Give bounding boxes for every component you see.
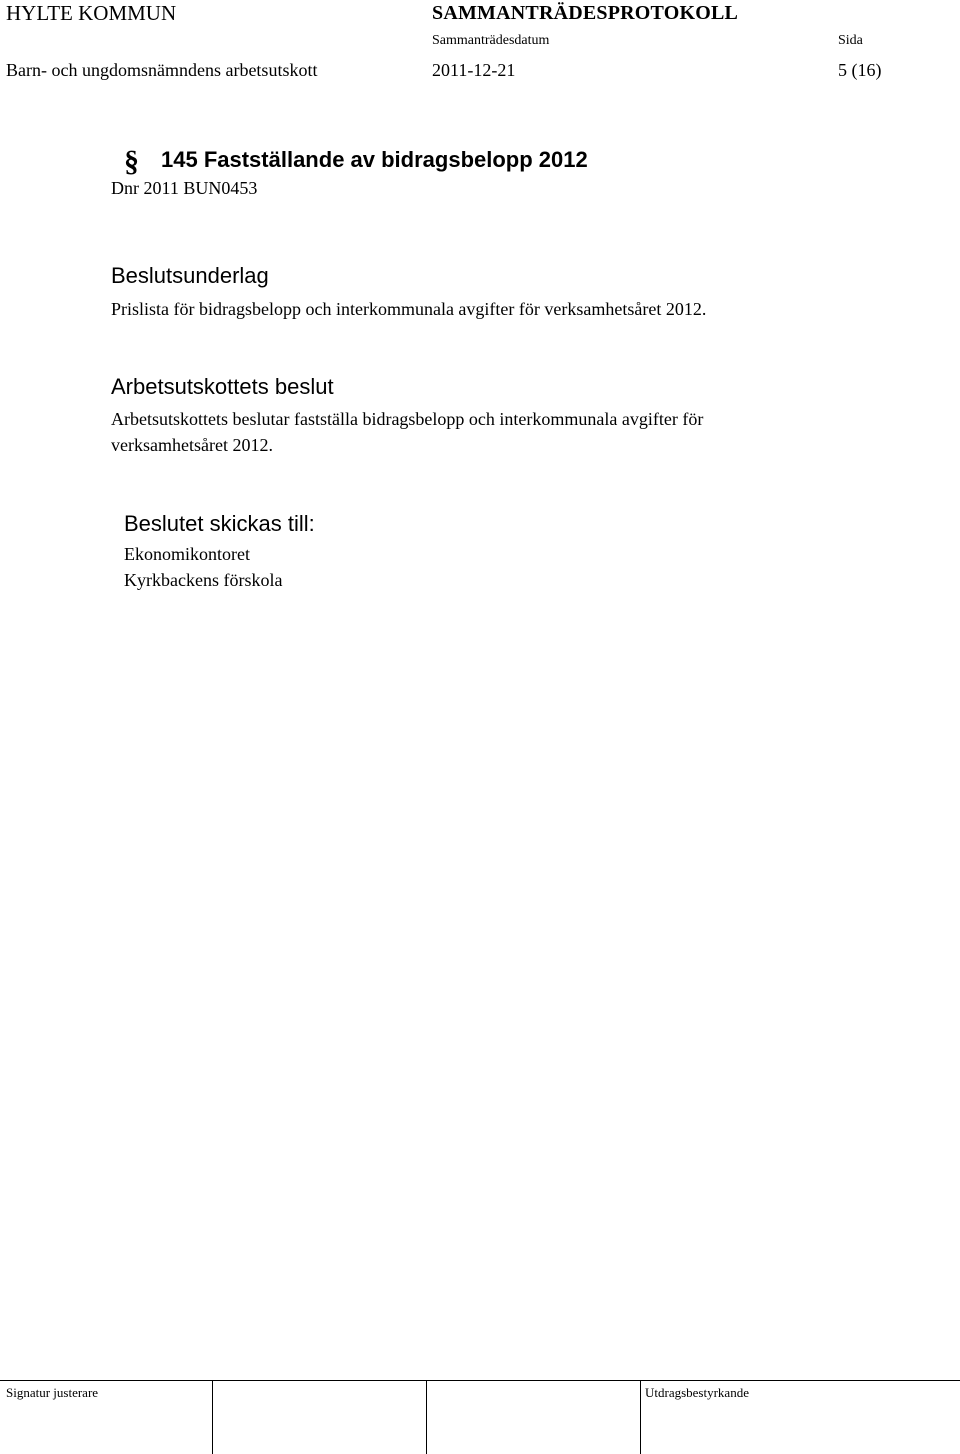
page-label: Sida bbox=[838, 33, 863, 48]
signature-label: Signatur justerare bbox=[6, 1385, 99, 1400]
recipient-item: Ekonomikontoret bbox=[124, 544, 250, 564]
distribution-heading: Beslutet skickas till: bbox=[124, 511, 315, 536]
section-sign-icon: § bbox=[124, 145, 139, 178]
paragraph-title: 145 Fastställande av bidragsbelopp 2012 bbox=[161, 147, 588, 172]
document-type: SAMMANTRÄDESPROTOKOLL bbox=[432, 2, 739, 24]
footer-column-divider bbox=[212, 1380, 213, 1454]
recipient-item: Kyrkbackens förskola bbox=[124, 570, 283, 590]
basis-text: Prislista för bidragsbelopp och interkommunala avgifter för verksamhetsåret 2012. bbox=[111, 299, 707, 319]
page-number: 5 (16) bbox=[838, 60, 882, 80]
committee-name: Barn- och ungdomsnämndens arbetsutskott bbox=[6, 60, 318, 80]
meeting-date-label: Sammanträdesdatum bbox=[432, 33, 550, 48]
footer-column-divider bbox=[640, 1380, 641, 1454]
decision-text-line: verksamhetsåret 2012. bbox=[111, 435, 273, 455]
decision-text-line: Arbetsutskottets beslutar fastställa bidragsbelopp och interkommunala avgifter för bbox=[111, 409, 704, 429]
decision-heading: Arbetsutskottets beslut bbox=[111, 374, 334, 399]
case-number: Dnr 2011 BUN0453 bbox=[111, 178, 258, 198]
basis-heading: Beslutsunderlag bbox=[111, 263, 269, 288]
organization-name: HYLTE KOMMUN bbox=[6, 1, 177, 25]
footer-column-divider bbox=[426, 1380, 427, 1454]
certification-label: Utdragsbestyrkande bbox=[645, 1385, 749, 1400]
footer-divider bbox=[0, 1380, 960, 1381]
meeting-date: 2011-12-21 bbox=[432, 60, 516, 80]
